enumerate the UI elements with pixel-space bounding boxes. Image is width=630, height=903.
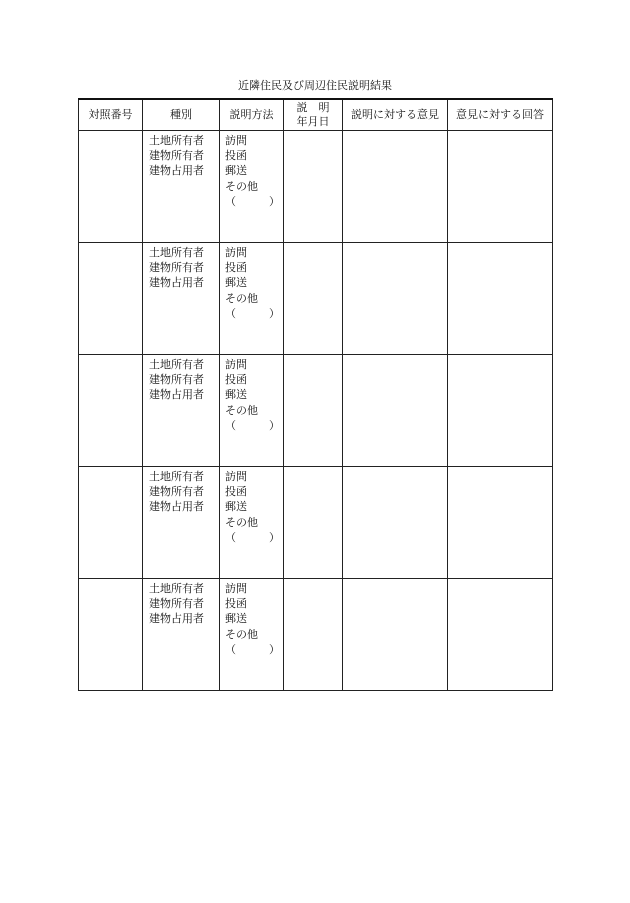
method-other: その他	[225, 179, 258, 193]
response-cell[interactable]	[448, 354, 553, 466]
method-posting: 投函	[225, 484, 247, 498]
ref-no-cell[interactable]	[79, 242, 143, 354]
category-building-owner: 建物所有者	[149, 596, 204, 610]
method-posting: 投函	[225, 260, 247, 274]
method-cell	[220, 242, 284, 354]
category-land-owner: 土地所有者	[149, 469, 204, 483]
category-building-owner: 建物所有者	[149, 372, 204, 386]
table-row	[79, 130, 553, 242]
response-cell[interactable]	[448, 242, 553, 354]
category-building-occupant: 建物占用者	[149, 388, 204, 402]
method-visit: 訪問	[225, 133, 247, 147]
method-other-blank: （ ）	[225, 419, 280, 433]
method-other: その他	[225, 627, 258, 641]
header-date-line2: 年月日	[296, 114, 330, 128]
date-cell[interactable]	[284, 466, 343, 578]
method-other-blank: （ ）	[225, 195, 280, 209]
category-cell	[143, 466, 220, 578]
method-visit: 訪問	[225, 581, 247, 595]
category-cell	[143, 130, 220, 242]
response-cell[interactable]	[448, 130, 553, 242]
table-header-row	[79, 99, 553, 130]
method-other-blank: （ ）	[225, 643, 280, 657]
method-posting: 投函	[225, 148, 247, 162]
category-cell	[143, 578, 220, 690]
opinion-cell[interactable]	[343, 354, 448, 466]
category-building-owner: 建物所有者	[149, 484, 204, 498]
table-row	[79, 354, 553, 466]
ref-no-cell[interactable]	[79, 130, 143, 242]
category-land-owner: 土地所有者	[149, 581, 204, 595]
response-cell[interactable]	[448, 578, 553, 690]
date-cell[interactable]	[284, 578, 343, 690]
category-building-occupant: 建物占用者	[149, 612, 204, 626]
method-posting: 投函	[225, 596, 247, 610]
method-visit: 訪問	[225, 469, 247, 483]
method-visit: 訪問	[225, 357, 247, 371]
ref-no-cell[interactable]	[79, 466, 143, 578]
category-cell	[143, 354, 220, 466]
category-land-owner: 土地所有者	[149, 133, 204, 147]
method-other-blank: （ ）	[225, 531, 280, 545]
category-land-owner: 土地所有者	[149, 357, 204, 371]
method-other: その他	[225, 403, 258, 417]
response-cell[interactable]	[448, 466, 553, 578]
category-cell	[143, 242, 220, 354]
header-date	[284, 99, 343, 130]
header-ref-no: 対照番号	[79, 99, 143, 130]
method-mail: 郵送	[225, 500, 247, 514]
method-mail: 郵送	[225, 388, 247, 402]
method-mail: 郵送	[225, 276, 247, 290]
method-cell	[220, 578, 284, 690]
ref-no-cell[interactable]	[79, 354, 143, 466]
header-response: 意見に対する回答	[448, 99, 553, 130]
method-visit: 訪問	[225, 245, 247, 259]
header-category: 種別	[143, 99, 220, 130]
method-mail: 郵送	[225, 612, 247, 626]
method-cell	[220, 354, 284, 466]
opinion-cell[interactable]	[343, 130, 448, 242]
method-cell	[220, 466, 284, 578]
category-building-owner: 建物所有者	[149, 148, 204, 162]
explanation-result-table	[78, 98, 553, 691]
ref-no-cell[interactable]	[79, 578, 143, 690]
method-posting: 投函	[225, 372, 247, 386]
category-land-owner: 土地所有者	[149, 245, 204, 259]
table-row	[79, 242, 553, 354]
date-cell[interactable]	[284, 130, 343, 242]
method-mail: 郵送	[225, 164, 247, 178]
date-cell[interactable]	[284, 354, 343, 466]
table-row	[79, 466, 553, 578]
header-opinion: 説明に対する意見	[343, 99, 448, 130]
method-other-blank: （ ）	[225, 307, 280, 321]
header-method: 説明方法	[220, 99, 284, 130]
method-other: その他	[225, 291, 258, 305]
opinion-cell[interactable]	[343, 242, 448, 354]
category-building-owner: 建物所有者	[149, 260, 204, 274]
category-building-occupant: 建物占用者	[149, 276, 204, 290]
table-row	[79, 578, 553, 690]
opinion-cell[interactable]	[343, 578, 448, 690]
header-date-line1: 説 明	[296, 100, 330, 114]
category-building-occupant: 建物占用者	[149, 500, 204, 514]
date-cell[interactable]	[284, 242, 343, 354]
page-title: 近隣住民及び周辺住民説明結果	[238, 79, 392, 92]
method-cell	[220, 130, 284, 242]
category-building-occupant: 建物占用者	[149, 164, 204, 178]
opinion-cell[interactable]	[343, 466, 448, 578]
method-other: その他	[225, 515, 258, 529]
